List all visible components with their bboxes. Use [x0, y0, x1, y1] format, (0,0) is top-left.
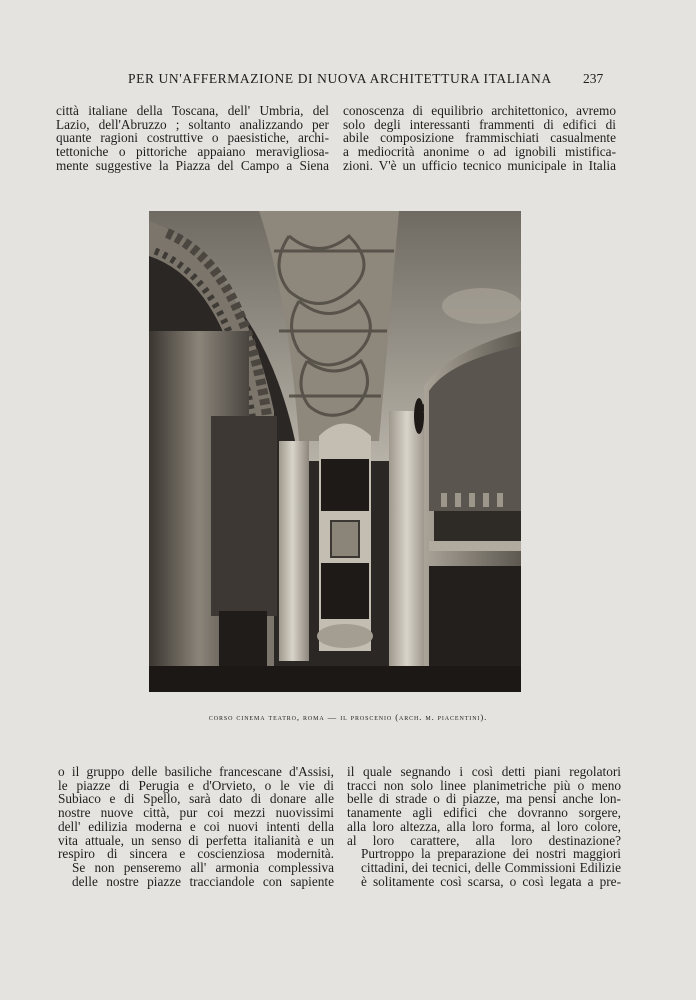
text-line: mente suggestive la Piazza del Campo a Siena — [56, 157, 329, 173]
text-line: alla loro altezza, alla loro forma, al loro colore, — [347, 818, 621, 834]
text-line: vita attuale, un senso di perfetta italianità e un — [58, 832, 334, 848]
text-line: tanamente agli edifici che dovranno sorgere, — [347, 805, 621, 821]
bottom-right-column — [347, 765, 621, 888]
bottom-left-paragraph-1 — [58, 765, 334, 861]
text-line: belle di strade o di piazze, ma pensi anche lon- — [347, 791, 621, 807]
text-line: cittadini, dei tecnici, delle Commissioni Edilizie — [361, 859, 621, 875]
bottom-left-paragraph-2 — [58, 861, 334, 888]
text-line: dell' edilizia moderna e coi nuovi intenti della — [58, 818, 334, 834]
text-line: conoscenza di equilibrio architettonico, avremo — [343, 103, 616, 118]
text-line: respiro di sincera e coscienziosa modernità. — [58, 846, 334, 862]
text-line: quante ragioni costruttive o paesistiche, archi- — [56, 130, 329, 146]
text-line: delle nostre piazze tracciandole con sapiente — [72, 873, 334, 889]
text-line: nostre nuove città, pur coi mezzi nuovissimi — [58, 805, 334, 821]
top-right-column — [343, 104, 616, 173]
text-line: tettoniche o pittoriche appaiano meravigliosa- — [56, 144, 329, 160]
running-title: PER UN'AFFERMAZIONE DI NUOVA ARCHITETTURA ITALIANA — [128, 71, 552, 86]
proscenium-photo-illustration — [149, 211, 521, 692]
text-line: Subiaco e di Spello, sarà dato di donare alle — [58, 791, 334, 807]
text-line: solo degli interessanti frammenti di edifici di — [343, 116, 616, 132]
proscenium-photograph — [149, 211, 521, 692]
bottom-left-column — [58, 765, 334, 888]
text-line: tracci non solo linee planimetriche più o meno — [347, 777, 621, 793]
text-line: città italiane della Toscana, dell' Umbria, del — [56, 103, 329, 118]
top-left-column — [56, 104, 329, 173]
text-line: a mediocrità anonime o ad ignobili mistifica- — [343, 144, 616, 160]
figure-caption: corso cinema teatro, roma — il proscenio (arch. m. piacentini). — [208, 712, 488, 722]
page-number: 237 — [583, 71, 604, 86]
text-line: zioni. V'è un ufficio tecnico municipale in Italia — [343, 157, 616, 173]
bottom-right-paragraph-1 — [347, 765, 621, 847]
text-line: le piazze di Perugia e d'Orvieto, o le vie di — [58, 777, 334, 793]
text-line: Purtroppo la preparazione dei nostri maggiori — [361, 846, 621, 862]
text-line: il quale segnando i così detti piani regolatori — [347, 764, 621, 779]
text-line: o il gruppo delle basiliche francescane d'Assisi, — [58, 764, 334, 779]
bottom-right-paragraph-2 — [347, 847, 621, 888]
text-line: è solitamente così scarsa, o così legata a pre- — [361, 873, 621, 889]
text-line: al loro carattere, alla loro destinazione? — [347, 832, 621, 848]
text-line: Se non penseremo all' armonia complessiva — [72, 859, 334, 875]
running-header — [0, 71, 696, 89]
text-line: Lazio, dell'Abruzzo ; soltanto analizzando per — [56, 116, 329, 132]
text-line: abile composizione frammischiati casualmente — [343, 130, 616, 146]
